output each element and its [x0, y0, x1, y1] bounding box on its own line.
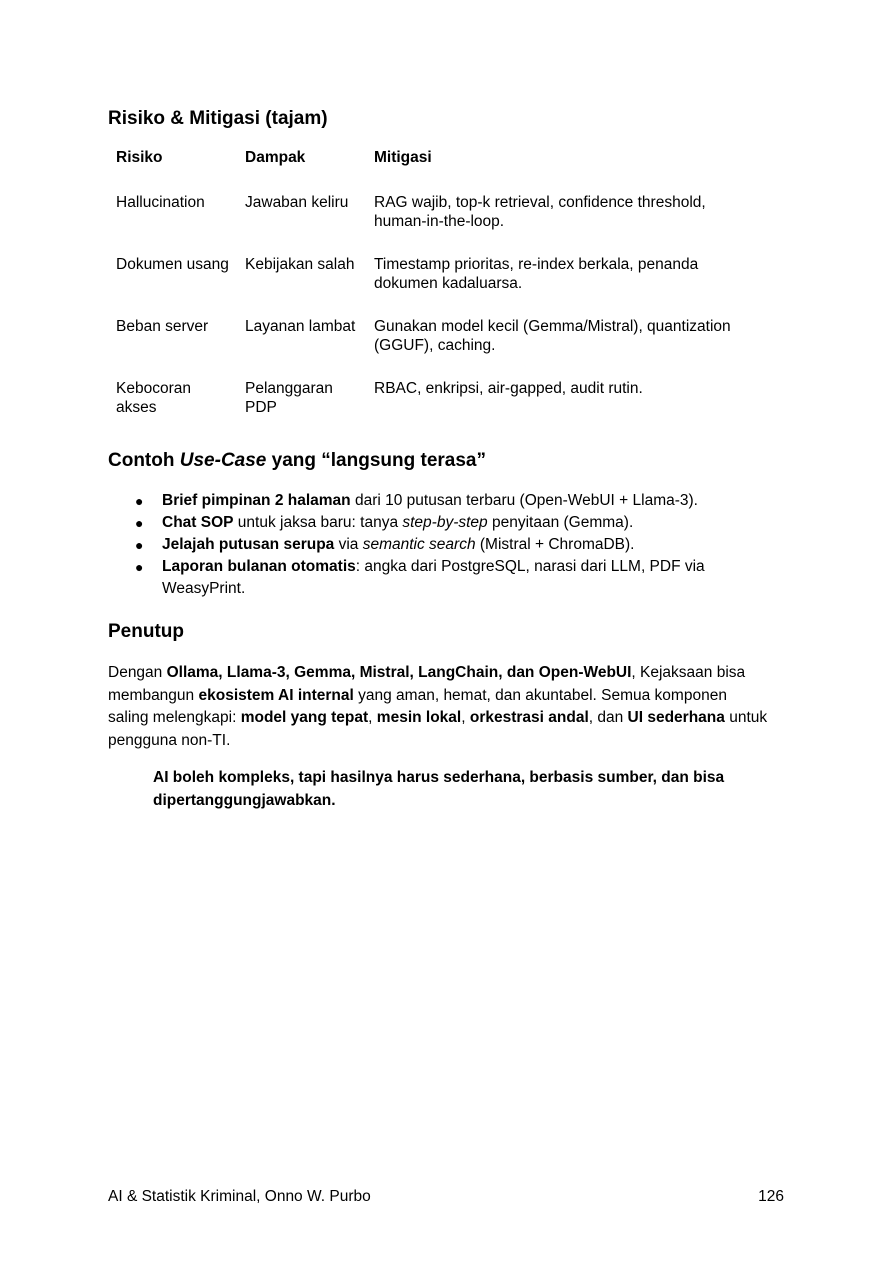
bullet-icon: ● [135, 515, 144, 531]
closing-bold: orkestrasi andal [469, 709, 589, 726]
mitigation-cell: RBAC, enkripsi, air-gapped, audit rutin. [374, 380, 643, 397]
usecase-em: step-by-step [402, 514, 488, 531]
header-dampak: Dampak [245, 149, 306, 166]
usecase-text: untuk jaksa baru: tanya [233, 514, 403, 531]
usecase-list [108, 490, 768, 600]
bullet-icon: ● [135, 537, 144, 553]
usecase-bold: Jelajah putusan serupa [162, 536, 335, 553]
table-row [108, 379, 762, 441]
closing-text: yang aman, hemat, dan akuntabel. Semua komponen saling melengkapi: [108, 686, 727, 726]
closing-bold: ekosistem AI internal [198, 686, 354, 704]
closing-paragraph [108, 662, 768, 752]
footer-title: AI & Statistik Kriminal, Onno W. Purbo [108, 1188, 371, 1205]
risk-cell: Beban server [116, 318, 209, 335]
closing-section-title: Penutup [108, 621, 184, 642]
usecase-bold: Brief pimpinan 2 halaman [162, 492, 351, 509]
usecase-title-em: Use-Case [179, 450, 267, 471]
mitigation-cell: Gunakan model kecil (Gemma/Mistral), quantization (GGUF), caching. [374, 318, 731, 354]
closing-bold: UI sederhana [627, 709, 725, 726]
usecase-text: : angka dari PostgreSQL, narasi dari LLM, PDF via WeasyPrint. [162, 558, 705, 597]
usecase-text: penyitaan (Gemma). [487, 514, 634, 531]
impact-cell: Kebijakan salah [245, 256, 355, 273]
table-row [108, 255, 762, 317]
closing-bold: Ollama, Llama-3, Gemma, Mistral, LangChain, dan Open-WebUI [166, 664, 632, 681]
table-header-row [108, 143, 762, 193]
closing-text: , Kejaksaan bisa membangun [108, 664, 746, 704]
table-row [108, 317, 762, 379]
usecase-em: semantic search [362, 536, 476, 553]
page-number: 126 [758, 1188, 784, 1205]
risk-cell: Hallucination [116, 194, 205, 211]
usecase-bold: Chat SOP [162, 514, 234, 531]
usecase-section-title [108, 449, 486, 473]
closing-text: , [461, 709, 470, 726]
usecase-title-pre: Contoh [108, 450, 180, 471]
risk-cell: Dokumen usang [116, 256, 229, 273]
impact-cell: Jawaban keliru [245, 194, 349, 211]
list-item [108, 490, 768, 512]
closing-text: untuk pengguna non-TI. [108, 709, 768, 749]
risk-cell: Kebocoran akses [116, 380, 191, 416]
usecase-bold: Laporan bulanan otomatis [162, 558, 356, 575]
usecase-text: (Mistral + ChromaDB). [475, 536, 635, 553]
list-item [108, 512, 768, 534]
bullet-icon: ● [135, 493, 144, 509]
impact-cell: Pelanggaran PDP [245, 380, 333, 416]
risk-section-title: Risiko & Mitigasi (tajam) [108, 108, 328, 129]
usecase-title-post: yang “langsung terasa” [266, 450, 486, 471]
list-item [108, 556, 768, 600]
risk-table [108, 143, 762, 441]
closing-quote: AI boleh kompleks, tapi hasilnya harus sederhana, berbasis sumber, dan bisa dipertanggungjawabkan. [153, 769, 725, 809]
impact-cell: Layanan lambat [245, 318, 356, 335]
mitigation-cell: RAG wajib, top-k retrieval, confidence threshold, human-in-the-loop. [374, 194, 706, 230]
list-item [108, 534, 768, 556]
table-row [108, 193, 762, 255]
closing-text: Dengan [108, 664, 167, 681]
usecase-text: dari 10 putusan terbaru (Open-WebUI + Llama-3). [350, 492, 698, 509]
closing-bold: model yang tepat [240, 709, 369, 726]
mitigation-cell: Timestamp prioritas, re-index berkala, penanda dokumen kadaluarsa. [374, 256, 699, 292]
header-mitigasi: Mitigasi [374, 149, 432, 166]
usecase-text: via [334, 536, 363, 553]
header-risiko: Risiko [116, 149, 163, 166]
bullet-icon: ● [135, 559, 144, 575]
closing-text: , [368, 709, 377, 726]
closing-bold: mesin lokal [376, 709, 462, 726]
closing-text: , dan [588, 709, 628, 726]
